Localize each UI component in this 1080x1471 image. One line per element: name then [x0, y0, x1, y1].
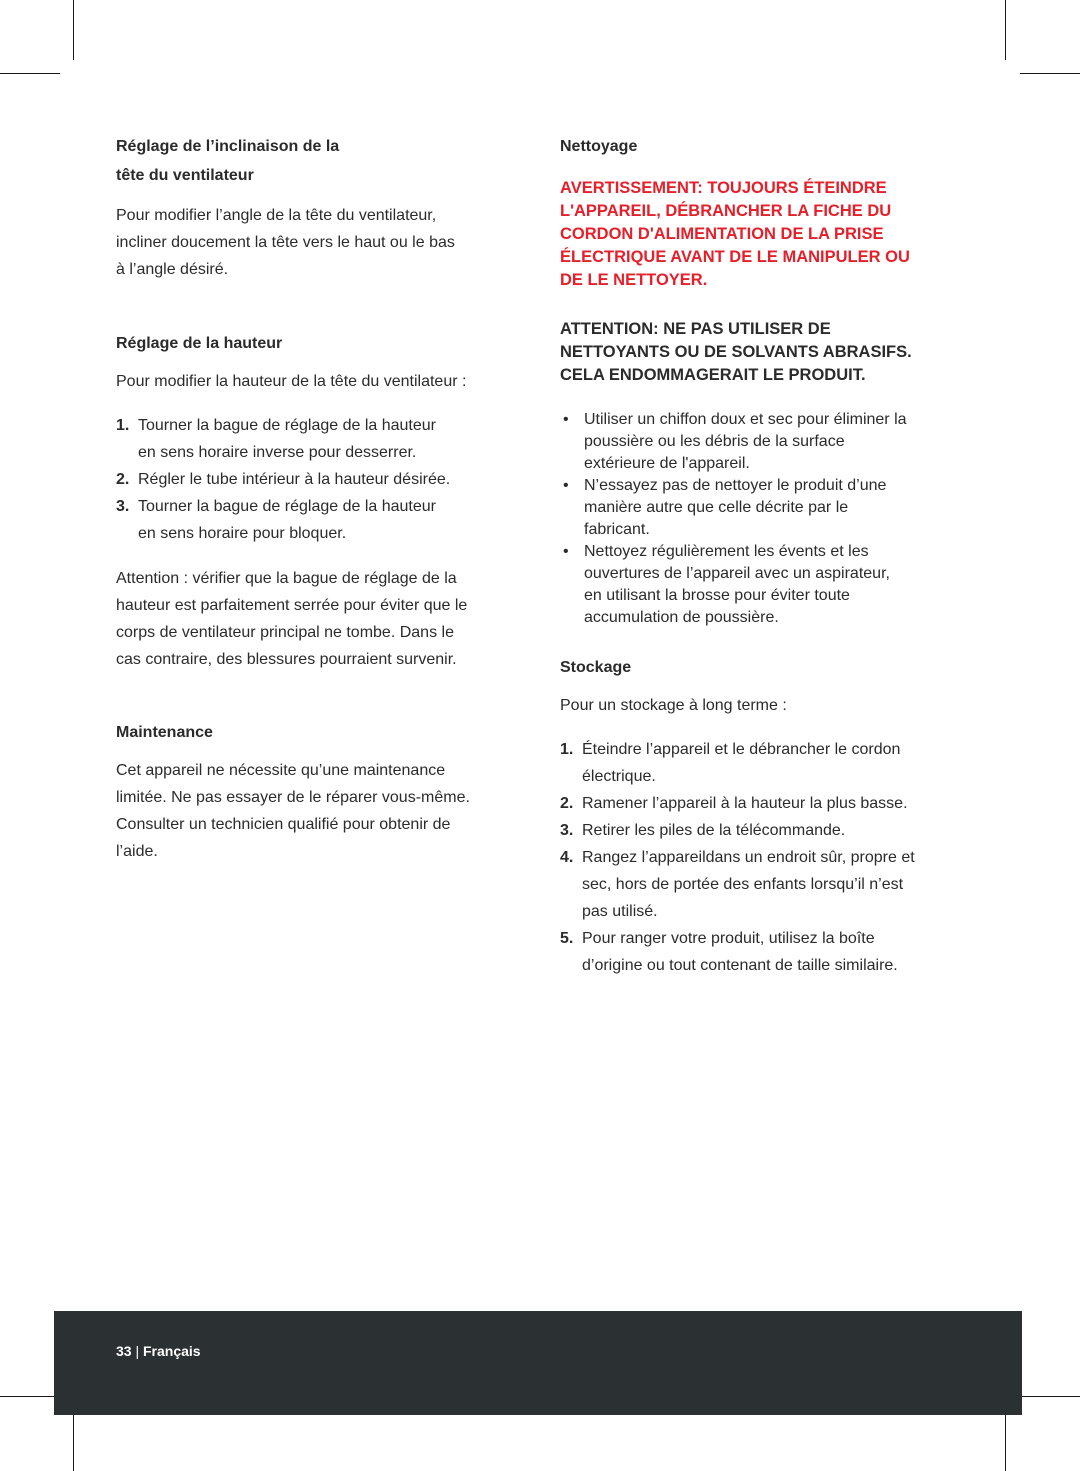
bullet-icon: •: [563, 411, 569, 428]
footer-label: [116, 1343, 201, 1359]
list-item: [560, 817, 965, 844]
text-line: AVERTISSEMENT: TOUJOURS ÉTEINDRE: [560, 179, 887, 197]
step-number: 5.: [560, 930, 574, 947]
page-number: 33: [116, 1343, 132, 1359]
text-line: en sens horaire inverse pour desserrer.: [138, 444, 417, 461]
text-line: fabricant.: [584, 521, 650, 538]
list-item: [560, 736, 965, 790]
text-line: CELA ENDOMMAGERAIT LE PRODUIT.: [560, 366, 866, 384]
storage-intro: Pour un stockage à long terme :: [560, 697, 787, 714]
list-item: [116, 493, 516, 547]
step-number: 4.: [560, 849, 574, 866]
right-column: [560, 132, 965, 979]
text-line: Pour modifier l’angle de la tête du ventilateur,: [116, 207, 437, 224]
crop-mark: [1020, 73, 1080, 74]
text-line: L'APPAREIL, DÉBRANCHER LA FICHE DU: [560, 202, 892, 220]
text-line: Tourner la bague de réglage de la hauteur: [138, 498, 436, 515]
maintenance-heading: Maintenance: [116, 724, 213, 741]
text-line: N’essayez pas de nettoyer le produit d’une: [584, 477, 887, 494]
bullet-icon: •: [563, 477, 569, 494]
list-item: [560, 541, 965, 629]
text-line: Attention : vérifier que la bague de réglage de la: [116, 570, 457, 587]
text-line: électrique.: [582, 768, 656, 785]
text-line: Utiliser un chiffon doux et sec pour éliminer la: [584, 411, 907, 428]
height-intro: Pour modifier la hauteur de la tête du ventilateur :: [116, 373, 467, 390]
height-steps-list: [116, 412, 516, 547]
text-line: NETTOYANTS OU DE SOLVANTS ABRASIFS.: [560, 343, 912, 361]
step-number: 3.: [116, 498, 130, 515]
step-number: 1.: [116, 417, 130, 434]
text-line: pas utilisé.: [582, 903, 658, 920]
crop-mark: [1005, 0, 1006, 60]
list-item: [560, 475, 965, 541]
crop-mark: [1020, 1396, 1080, 1397]
list-item: [560, 925, 965, 979]
crop-mark: [0, 1396, 60, 1397]
tilt-body: [116, 202, 516, 283]
storage-heading: Stockage: [560, 659, 632, 676]
text-line: sec, hors de portée des enfants lorsqu’il n’est: [582, 876, 904, 893]
text-line: accumulation de poussière.: [584, 609, 779, 626]
cleaning-warning: [560, 177, 965, 292]
list-item: [116, 412, 516, 466]
storage-steps-list: [560, 736, 965, 979]
text-line: Ramener l’appareil à la hauteur la plus basse.: [582, 795, 908, 812]
list-item: [116, 466, 516, 493]
cleaning-attention: [560, 318, 965, 387]
text-line: l’aide.: [116, 843, 158, 860]
crop-mark: [1005, 1411, 1006, 1471]
bullet-icon: •: [563, 543, 569, 560]
text-line: ÉLECTRIQUE AVANT DE LE MANIPULER OU: [560, 248, 910, 266]
height-heading: Réglage de la hauteur: [116, 335, 283, 352]
text-line: à l’angle désiré.: [116, 261, 229, 278]
text-line: en utilisant la brosse pour éviter toute: [584, 587, 850, 604]
text-line: ATTENTION: NE PAS UTILISER DE: [560, 320, 831, 338]
text-line: Éteindre l’appareil et le débrancher le cordon: [582, 741, 901, 758]
text-line: DE LE NETTOYER.: [560, 271, 708, 289]
crop-mark: [73, 0, 74, 60]
tilt-heading-line: Réglage de l’inclinaison de la: [116, 138, 340, 155]
text-line: Retirer les piles de la télécommande.: [582, 822, 846, 839]
footer-separator: |: [135, 1343, 140, 1359]
tilt-heading-line: tête du ventilateur: [116, 167, 254, 184]
text-line: en sens horaire pour bloquer.: [138, 525, 347, 542]
cleaning-heading: Nettoyage: [560, 138, 638, 155]
cleaning-bullets: [560, 409, 965, 629]
page-footer: [54, 1311, 1022, 1415]
maintenance-body: [116, 757, 516, 865]
text-line: poussière ou les débris de la surface: [584, 433, 845, 450]
text-line: Consulter un technicien qualifié pour obtenir de: [116, 816, 451, 833]
text-line: Rangez l’appareildans un endroit sûr, propre et: [582, 849, 915, 866]
list-item: [560, 790, 965, 817]
text-line: Tourner la bague de réglage de la hauteur: [138, 417, 436, 434]
text-line: manière autre que celle décrite par le: [584, 499, 849, 516]
text-line: Nettoyez régulièrement les évents et les: [584, 543, 869, 560]
text-line: CORDON D'ALIMENTATION DE LA PRISE: [560, 225, 884, 243]
text-line: Cet appareil ne nécessite qu’une maintenance: [116, 762, 446, 779]
text-line: corps de ventilateur principal ne tombe. Dans le: [116, 624, 454, 641]
tilt-heading: [116, 132, 516, 190]
text-line: incliner doucement la tête vers le haut ou le bas: [116, 234, 455, 251]
text-line: hauteur est parfaitement serrée pour éviter que le: [116, 597, 468, 614]
text-line: cas contraire, des blessures pourraient survenir.: [116, 651, 457, 668]
footer-language: Français: [143, 1343, 201, 1359]
text-line: d’origine ou tout contenant de taille similaire.: [582, 957, 898, 974]
text-line: ouvertures de l’appareil avec un aspirateur,: [584, 565, 890, 582]
list-item: [560, 409, 965, 475]
step-number: 1.: [560, 741, 574, 758]
crop-mark: [0, 73, 60, 74]
step-number: 2.: [116, 471, 130, 488]
text-line: Pour ranger votre produit, utilisez la boîte: [582, 930, 875, 947]
text-line: Régler le tube intérieur à la hauteur désirée.: [138, 471, 451, 488]
step-number: 2.: [560, 795, 574, 812]
text-line: extérieure de l'appareil.: [584, 455, 750, 472]
step-number: 3.: [560, 822, 574, 839]
left-column: [116, 132, 516, 865]
text-line: limitée. Ne pas essayer de le réparer vous-même.: [116, 789, 470, 806]
crop-mark: [73, 1411, 74, 1471]
height-attention: [116, 565, 516, 673]
list-item: [560, 844, 965, 925]
